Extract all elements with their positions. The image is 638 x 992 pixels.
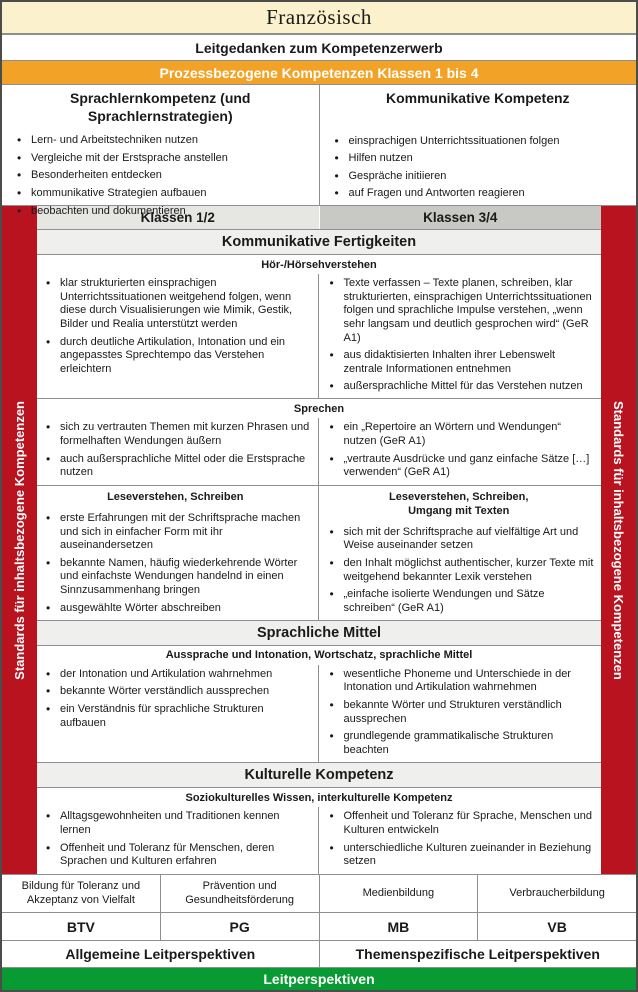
list-item: • „vertraute Ausdrücke und ganz einfache Sätze […] verwenden“ (GeR A1) (323, 453, 596, 480)
kulturelle-kompetenz-band: Kulturelle Kompetenz (37, 762, 601, 788)
leitgedanken-band (2, 35, 636, 61)
leitperspektiven-abbr-row (2, 912, 636, 940)
leseverstehen-heading-3-4: Leseverstehen, Schreiben, Umgang mit Texten (389, 491, 529, 517)
list-item: • Besonderheiten entdecken (10, 169, 311, 183)
list-item: • ein „Repertoire an Wörtern und Wendungen“ nutzen (GeR A1) (323, 421, 596, 448)
list-item: • auch außersprachliche Mittel oder die Erstsprache nutzen (39, 453, 312, 480)
bullet-list (39, 810, 312, 869)
perspective-btv-label: Bildung für Toleranz und Akzeptanz von Vielfalt (21, 879, 141, 906)
klassen-3-4-cell (318, 807, 602, 874)
aussprache-subheader: Aussprache und Intonation, Wortschatz, sprachliche Mittel (37, 646, 601, 665)
list-item: • Vergleiche mit der Erstsprache anstellen (10, 152, 311, 166)
bullet-list (323, 668, 596, 758)
klassen-1-2-cell (37, 665, 318, 763)
bullet-list (323, 277, 596, 394)
klassen-3-4-cell (318, 274, 602, 398)
column-title: Kommunikative Kompetenz (385, 90, 570, 106)
klassen-1-2-cell (37, 418, 318, 485)
soziokulturelles-row (37, 807, 601, 874)
perspective-mb-label: Medienbildung (319, 875, 478, 912)
leitperspektiven-label-row (2, 874, 636, 912)
list-item: • auf Fragen und Antworten reagieren (328, 187, 629, 201)
klassen-3-4-cell (318, 665, 602, 763)
standards-table (37, 206, 601, 874)
klassen-1-2-cell (37, 486, 318, 620)
subject-title-band (2, 2, 636, 35)
list-item: • einsprachigen Unterrichtssituationen folgen (328, 135, 629, 149)
perspective-pg-label: Prävention und Gesundheitsförderung (160, 875, 319, 912)
bullet-list (39, 277, 312, 376)
list-item: • ausgewählte Wörter abschreiben (39, 602, 312, 616)
list-item: • Offenheit und Toleranz für Sprache, Menschen und Kulturen entwickeln (323, 810, 596, 837)
column-title: Sprachlernkompetenz (und Sprachlernstrategien) (70, 90, 251, 124)
allgemeine-leitperspektiven: Allgemeine Leitperspektiven (65, 946, 256, 962)
leitperspektiven-footer-band (2, 967, 636, 990)
klassen-1-2-cell (37, 274, 318, 398)
sprechen-subheader: Sprechen (37, 398, 601, 418)
leseverstehen-heading-1-2: Leseverstehen, Schreiben (107, 491, 244, 504)
class-header-1-2: Klassen 1/2 (37, 206, 319, 229)
list-item: • sich mit der Schriftsprache auf vielfältige Art und Weise auseinander setzen (323, 526, 596, 553)
bullet-list (328, 135, 629, 202)
list-item: • Texte verfassen – Texte planen, schreiben, klar strukturierten, einsprachigen Unterrichtssituationen folgen und sprachliche Impulse verstehen, „wenn sehr langsam und deutlich gesprochen wird“ (GeR A1) (323, 277, 596, 345)
right-rail-label: Standards für inhaltsbezogene Kompetenzen (611, 400, 626, 680)
list-item: • grundlegende grammatikalische Strukturen beachten (323, 730, 596, 757)
list-item: • Lern- und Arbeitstechniken nutzen (10, 134, 311, 148)
klassen-3-4-cell (318, 418, 602, 485)
list-item: • Gespräche initiieren (328, 170, 629, 184)
klassen-3-4-cell (318, 486, 602, 620)
left-standards-rail (2, 206, 37, 874)
list-item: • sich zu vertrauten Themen mit kurzen Phrasen und formelhaften Wendungen äußern (39, 421, 312, 448)
list-item: • außersprachliche Mittel für das Verstehen nutzen (323, 380, 596, 394)
perspective-mb-abbr: MB (319, 913, 478, 940)
bullet-list (10, 134, 311, 218)
themenspezifische-leitperspektiven: Themenspezifische Leitperspektiven (319, 941, 637, 967)
bullet-list (323, 526, 596, 616)
left-rail-label: Standards für inhaltsbezogene Kompetenzen (12, 400, 27, 680)
sprechen-row (37, 418, 601, 485)
leitperspektiven-group-row (2, 940, 636, 967)
list-item: • Offenheit und Toleranz für Menschen, deren Sprachen und Kulturen erfahren (39, 842, 312, 869)
hoersehverstehen-row (37, 274, 601, 398)
list-item: • durch deutliche Artikulation, Intonation und ein angepasstes Sprechtempo das Verstehen erleichtern (39, 336, 312, 377)
leseverstehen-row (37, 485, 601, 620)
list-item: • bekannte Wörter verständlich aussprechen (39, 685, 312, 699)
perspective-pg-abbr: PG (160, 913, 319, 940)
process-band-title: Prozessbezogene Kompetenzen Klassen 1 bis 4 (159, 64, 479, 81)
page-title: Französisch (266, 5, 372, 29)
list-item: • unterschiedliche Kulturen zueinander in Beziehung setzen (323, 842, 596, 869)
list-item: • klar strukturierten einsprachigen Unterrichtssituationen weitgehend folgen, wenn diese durch Visualisierungen wie Mimik, Gestik, Bilder und Realia unterstützt werden (39, 277, 312, 332)
list-item: • wesentliche Phoneme und Unterschiede in der Intonation und Artikulation wahrnehmen (323, 668, 596, 695)
list-item: • erste Erfahrungen mit der Schriftsprache machen und sich in einfacher Form mit ihr auseinandersetzen (39, 512, 312, 553)
process-competencies-section (2, 85, 636, 217)
right-standards-rail (601, 206, 636, 874)
class-header-3-4: Klassen 3/4 (319, 206, 602, 229)
bullet-list (39, 421, 312, 480)
bullet-list (323, 810, 596, 869)
bullet-list (39, 512, 312, 615)
bullet-list (39, 668, 312, 731)
leitgedanken-label: Leitgedanken zum Kompetenzerwerb (195, 39, 443, 56)
list-item: • bekannte Wörter und Strukturen verständlich aussprechen (323, 699, 596, 726)
sprachlernkompetenz-column (2, 85, 319, 217)
list-item: • aus didaktisierten Inhalten ihrer Lebenswelt zentrale Informationen entnehmen (323, 349, 596, 376)
list-item: • „einfache isolierte Wendungen und Sätze schreiben“ (GeR A1) (323, 588, 596, 615)
list-item: • bekannte Namen, häufig wiederkehrende Wörter und einfachste Wendungen handelnd in einen Sinnzusammenhang bringen (39, 557, 312, 598)
sprachliche-mittel-band: Sprachliche Mittel (37, 620, 601, 646)
list-item: • den Inhalt möglichst authentischer, kurzer Texte mit weitgehend bekannter Lexik verstehen (323, 557, 596, 584)
list-item: • ein Verständnis für sprachliche Strukturen aufbauen (39, 703, 312, 730)
list-item: • Hilfen nutzen (328, 152, 629, 166)
soziokulturelles-subheader: Soziokulturelles Wissen, interkulturelle Kompetenz (37, 788, 601, 807)
list-item: • kommunikative Strategien aufbauen (10, 187, 311, 201)
hoersehverstehen-subheader: Hör-/Hörsehverstehen (37, 255, 601, 274)
perspective-vb-abbr: VB (477, 913, 636, 940)
kommunikative-fertigkeiten-band: Kommunikative Fertigkeiten (37, 230, 601, 255)
bullet-list (323, 421, 596, 480)
list-item: • Alltagsgewohnheiten und Traditionen kennen lernen (39, 810, 312, 837)
list-item: • beobachten und dokumentieren (10, 205, 311, 219)
leitperspektiven-footer-label: Leitperspektiven (263, 971, 375, 987)
kommunikative-kompetenz-column (319, 85, 637, 205)
klassen-1-2-cell (37, 807, 318, 874)
list-item: • der Intonation und Artikulation wahrnehmen (39, 668, 312, 682)
standards-section (2, 206, 636, 874)
perspective-btv-abbr: BTV (66, 918, 95, 935)
perspective-vb-label: Verbraucherbildung (477, 875, 636, 912)
process-competencies-band (2, 61, 636, 85)
aussprache-row (37, 665, 601, 763)
